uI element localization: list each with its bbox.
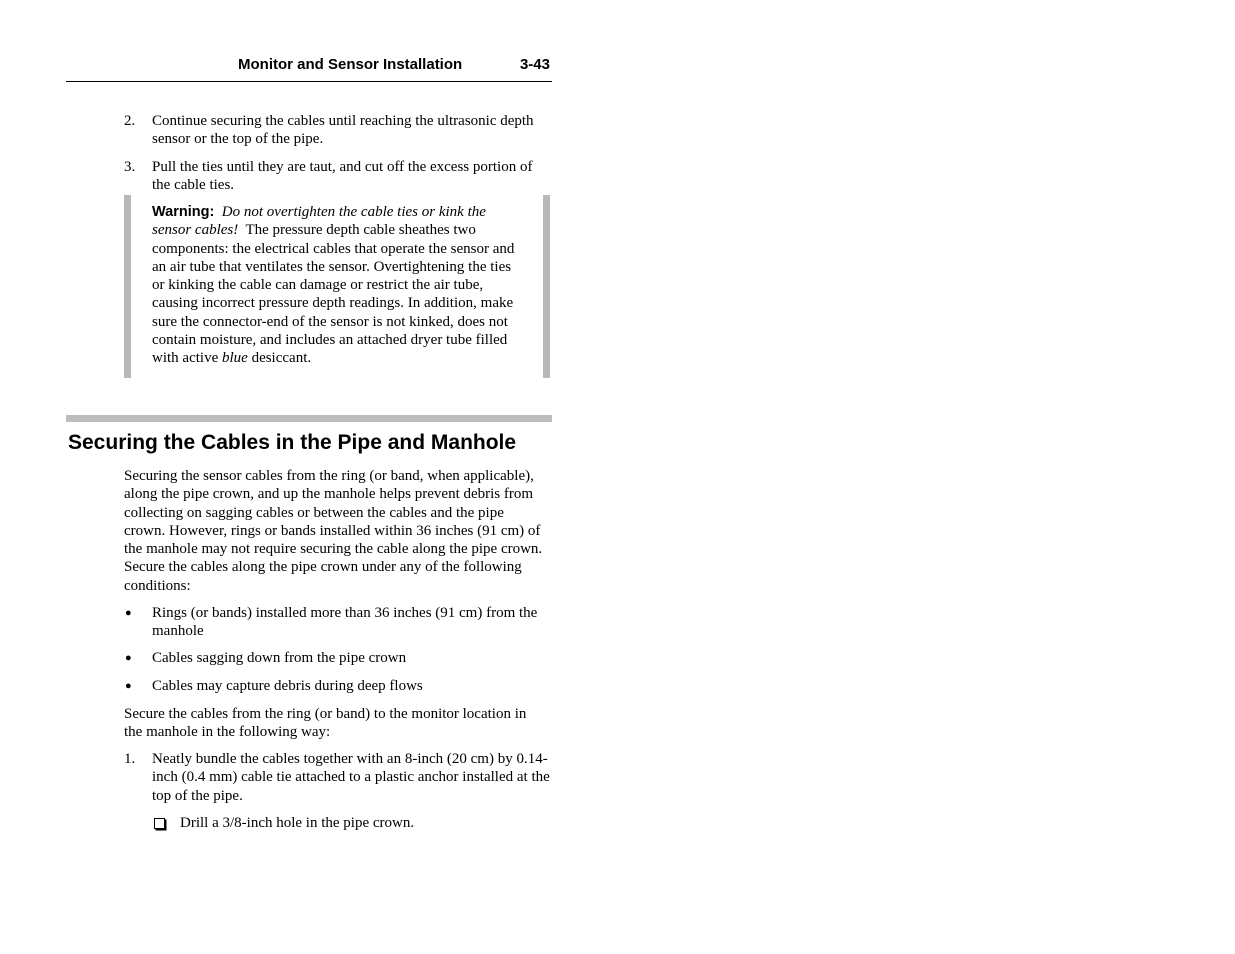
step-item-1	[124, 750, 552, 805]
step-item-2	[124, 112, 552, 149]
warning-body: The pressure depth cable sheathes two components: the electrical cables that operate the sensor and an air tube that ventilates the sensor. Overtightening the ties or kinking the cable can damage or restrict the air tube, causing incorrect pressure depth readings. In addition, make sure the connector-end of the sensor is not kinked, does not contain moisture, and includes an attached dryer tube filled with active	[152, 222, 515, 367]
checkbox-icon	[154, 818, 165, 829]
bullet-icon: ●	[125, 607, 132, 619]
list-item	[124, 604, 552, 641]
list-item	[124, 649, 552, 667]
bullet-icon: ●	[125, 680, 132, 692]
step-number: 3.	[124, 159, 136, 175]
section-divider	[66, 415, 552, 422]
page-number: 3-43	[519, 56, 550, 73]
warning-label: Warning:	[152, 204, 215, 220]
warning-box	[124, 195, 550, 378]
step-text: Neatly bundle the cables together with an 8-inch (20 cm) by 0.14-inch (0.4 mm) cable tie attached to a plastic anchor installed at the top of the pipe.	[152, 751, 550, 804]
step-text: Continue securing the cables until reaching the ultrasonic depth sensor or the top of the pipe.	[152, 113, 534, 148]
follow-paragraph: Secure the cables from the ring (or band) to the monitor location in the manhole in the following way:	[124, 706, 527, 741]
bullet-icon: ●	[125, 652, 132, 664]
page-header	[66, 56, 552, 82]
checklist-item	[152, 814, 552, 832]
bullet-text: Cables may capture debris during deep flows	[152, 678, 423, 694]
header-title: Monitor and Sensor Installation	[238, 56, 463, 73]
bullet-text: Rings (or bands) installed more than 36 inches (91 cm) from the manhole	[152, 605, 538, 640]
warning-body-italic: blue	[221, 350, 248, 367]
step-text: Pull the ties until they are taut, and cut off the excess portion of the cable ties.	[152, 159, 533, 194]
step-item-3	[124, 158, 552, 195]
warning-emphasis: Do not overtighten the cable ties or kink the sensor cables!	[152, 204, 486, 239]
warning-body-end: desiccant.	[251, 350, 312, 367]
intro-paragraph: Securing the sensor cables from the ring (or band, when applicable), along the pipe crown, and up the manhole helps prevent debris from collecting on sagging cables or between the cables and the pipe crown. However, rings or bands installed within 36 inches (91 cm) of the manhole may not require securing the cable along the pipe crown. Secure the cables along the pipe crown under any of the following conditions:	[124, 468, 543, 594]
section-title: Securing the Cables in the Pipe and Manhole	[68, 431, 517, 454]
bullet-text: Cables sagging down from the pipe crown	[152, 650, 407, 666]
warning-text	[152, 203, 522, 368]
step-number: 1.	[124, 751, 136, 767]
checklist-text: Drill a 3/8-inch hole in the pipe crown.	[180, 815, 415, 831]
step-number: 2.	[124, 113, 136, 129]
list-item	[124, 677, 552, 695]
